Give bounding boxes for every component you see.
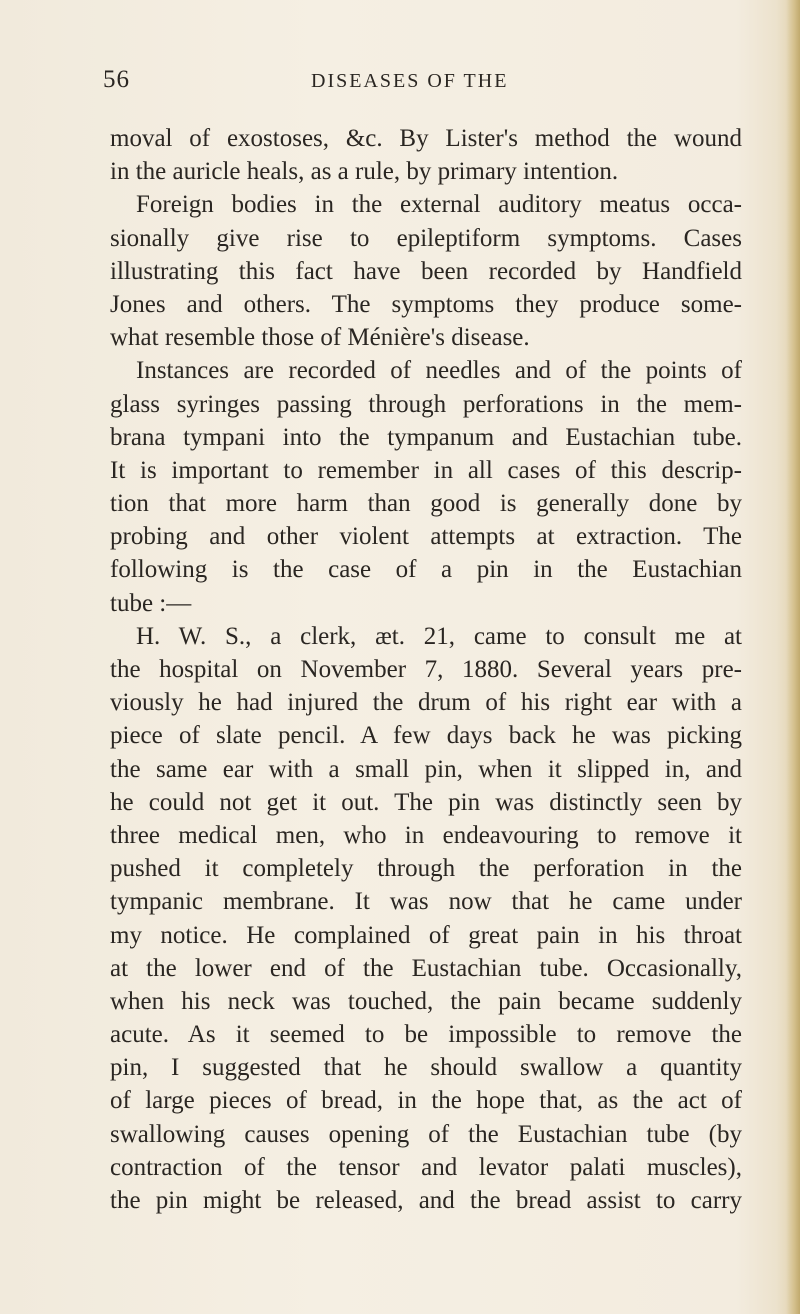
page-edge-shadow [786,0,800,1314]
text-line: illustrating this fact have been recorded by Handfield [110,257,742,285]
text-line: viously he had injured the drum of his right ear with a [110,689,742,717]
text-line: in the auricle heals, as a rule, by primary intention. [110,158,619,186]
text-line: sionally give rise to epileptiform symptoms. Cases [110,224,742,252]
text-line: he could not get it out. The pin was distinctly seen by [110,788,742,816]
text-line: at the lower end of the Eustachian tube. Occasionally, [110,954,742,982]
text-line: my notice. He complained of great pain in his throat [110,921,742,949]
text-line: of large pieces of bread, in the hope that, as the act of [110,1087,742,1115]
running-head: DISEASES OF THE [311,70,509,92]
text-line: brana tympani into the tympanum and Eustachian tube. [110,423,742,451]
text-line: It is important to remember in all cases of this descrip- [110,456,742,484]
text-line: piece of slate pencil. A few days back he was picking [110,722,742,750]
text-line: what resemble those of Ménière's disease. [110,324,530,352]
text-line: pin, I suggested that he should swallow a quantity [110,1054,742,1082]
page-header [103,66,743,96]
text-line: the hospital on November 7, 1880. Several years pre- [110,656,742,683]
text-line: pushed it completely through the perforation in the [110,855,742,883]
text-line: swallowing causes opening of the Eustachian tube (by [110,1120,742,1148]
text-line: tion that more harm than good is generally done by [110,490,742,518]
text-line: following is the case of a pin in the Eustachian [110,556,742,584]
text-line: when his neck was touched, the pain became suddenly [110,987,742,1015]
text-line: the pin might be released, and the bread assist to carry [110,1187,742,1214]
text-line: moval of exostoses, &c. By Lister's method the wound [110,125,742,152]
text-line: contraction of the tensor and levator palati muscles), [110,1153,742,1181]
text-line: Instances are recorded of needles and of the points of [136,357,742,385]
text-line: glass syringes passing through perforations in the mem- [110,390,742,418]
text-line: tympanic membrane. It was now that he came under [110,888,742,916]
text-line: Jones and others. The symptoms they produce some- [110,290,742,318]
body-text [110,122,742,1217]
text-line: H. W. S., a clerk, æt. 21, came to consult me at [136,622,742,650]
text-line: the same ear with a small pin, when it slipped in, and [110,755,742,783]
text-line: tube :— [110,589,192,617]
text-line: acute. As it seemed to be impossible to remove the [110,1021,742,1049]
text-line: probing and other violent attempts at extraction. The [110,523,742,551]
text-line: three medical men, who in endeavouring to remove it [110,821,742,849]
page-number: 56 [103,66,130,93]
text-line: Foreign bodies in the external auditory meatus occa- [136,191,742,219]
